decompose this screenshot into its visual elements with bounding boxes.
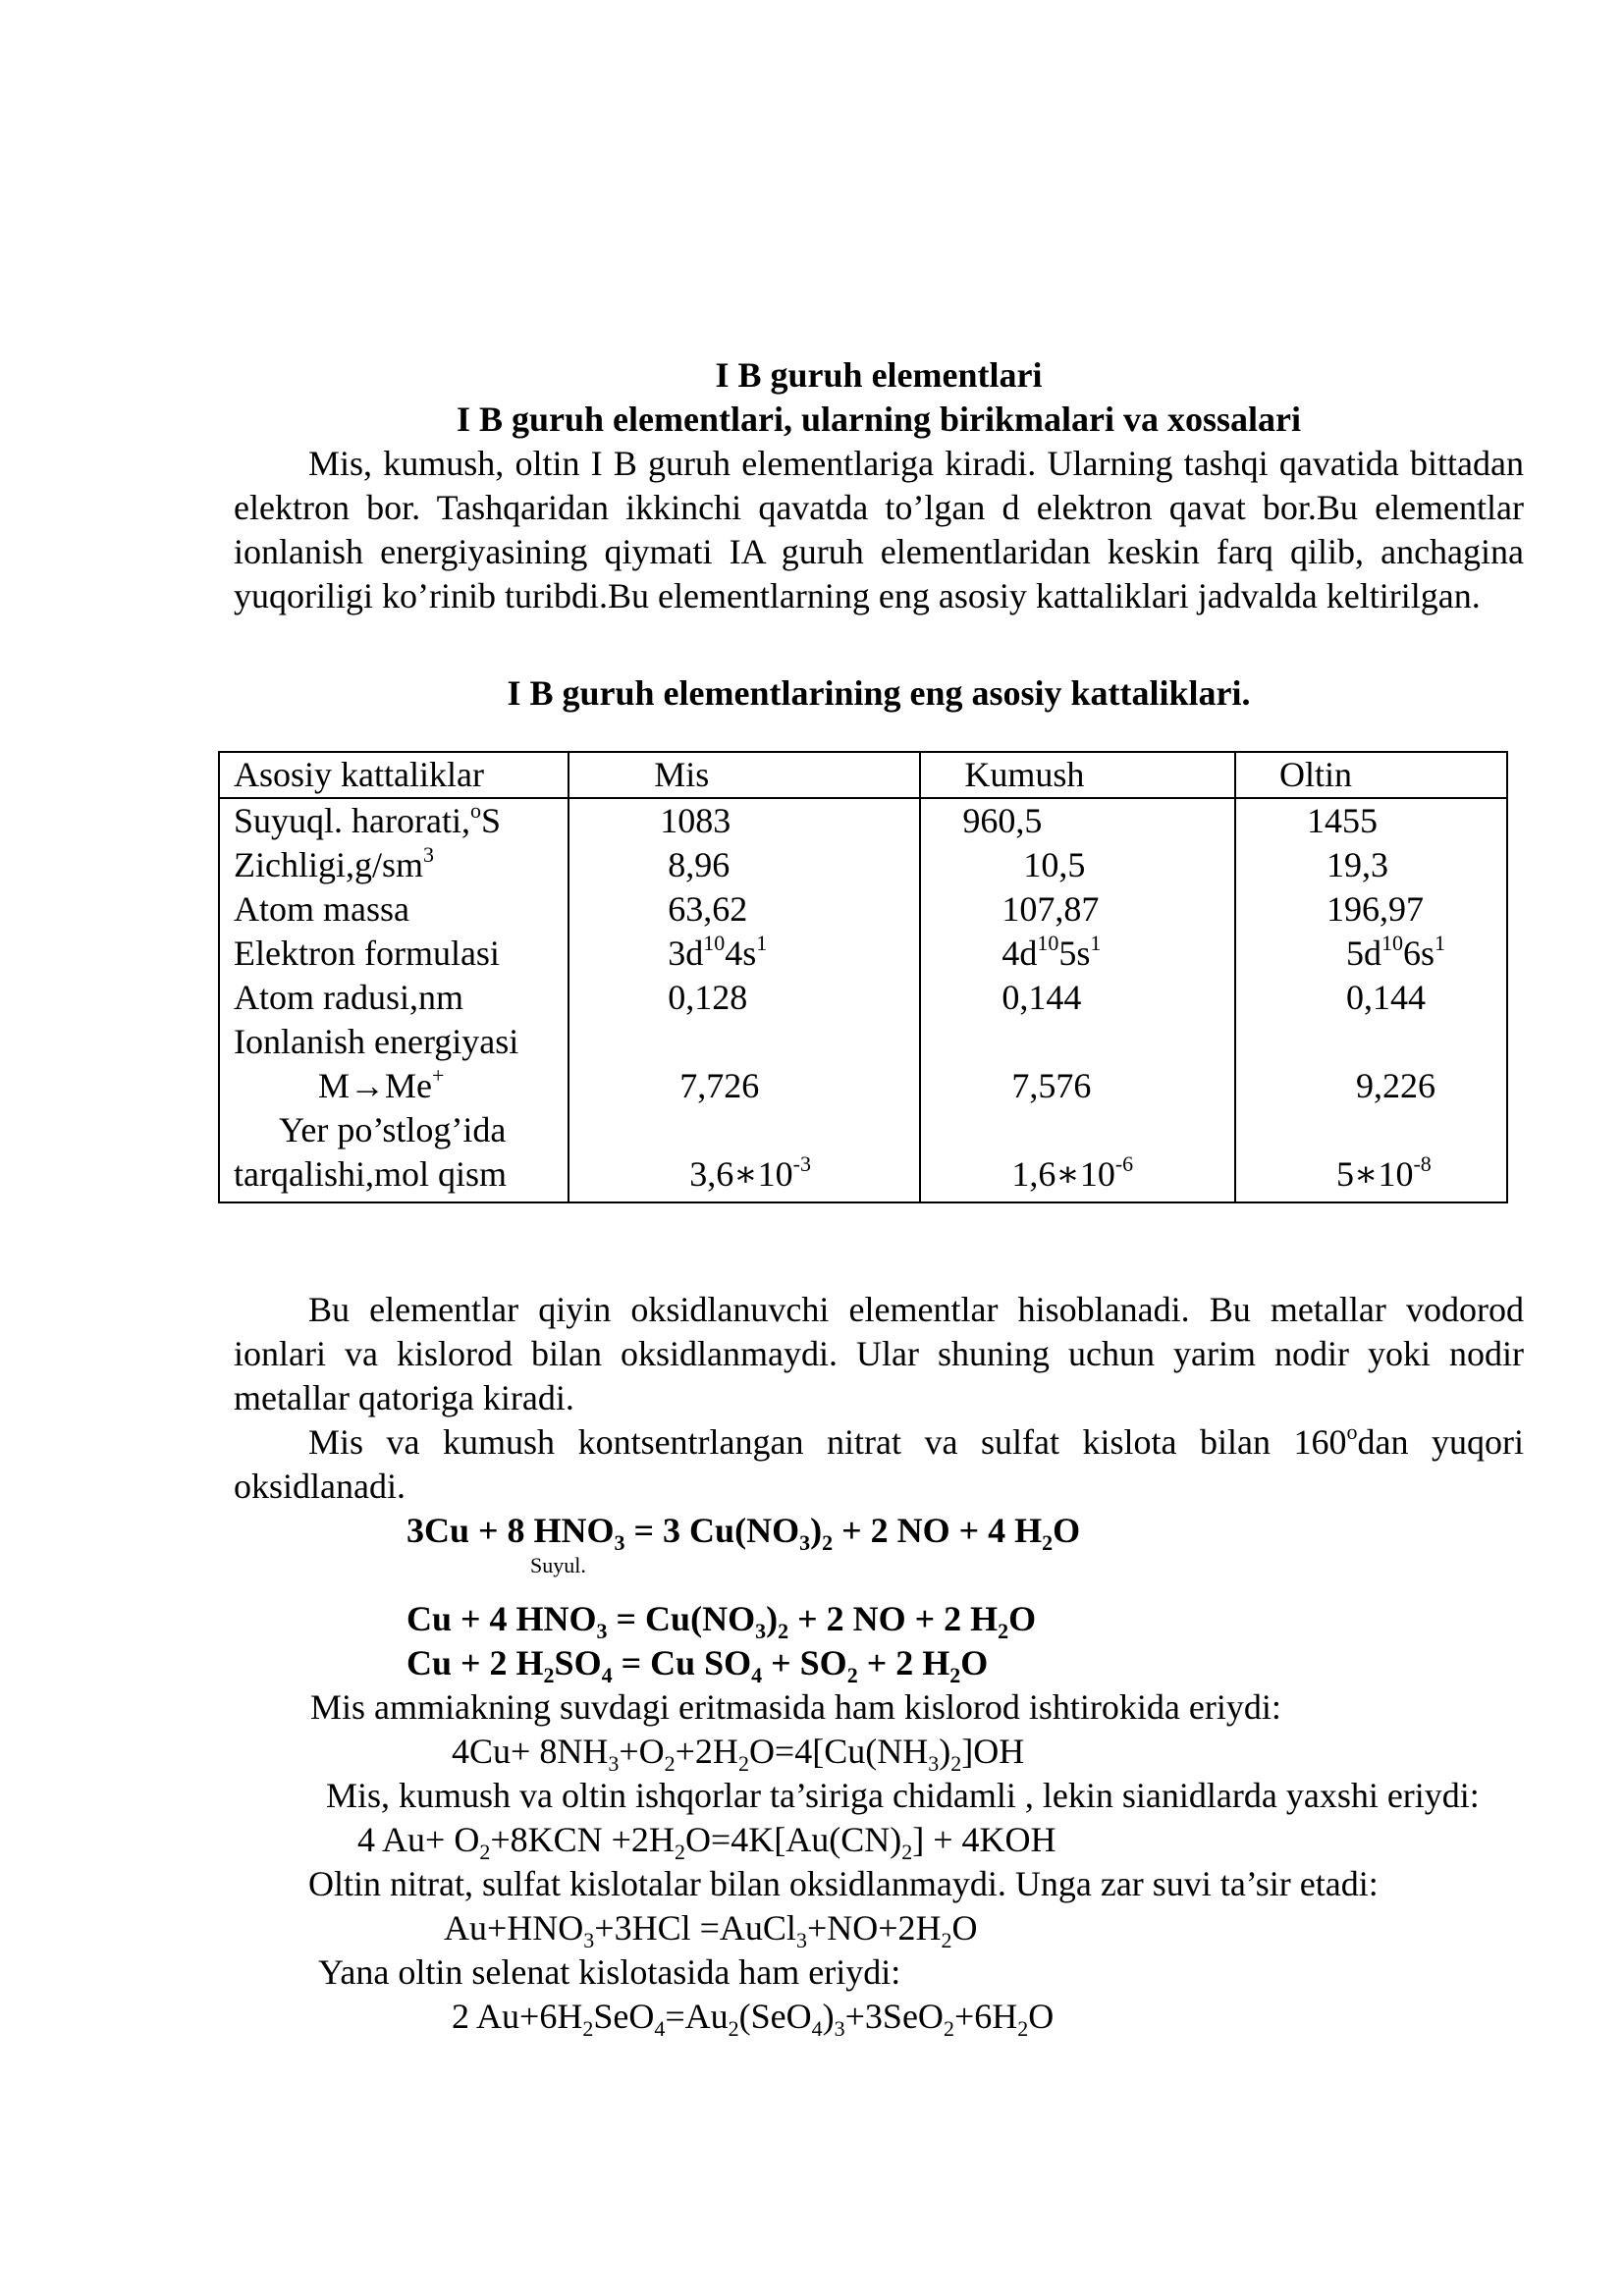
equation-3: Cu + 2 $H_2SO_4 = Cu$ $SO_4 + SO_2 + 2$ $H_2O$: [406, 1643, 989, 1688]
kumush-density: 10,5: [1023, 845, 1086, 884]
mis-radius: 0,128: [668, 978, 748, 1017]
equation-7: 2 $Au+6H_2SeO_4=Au_2(SeO_4)_3+3SeO_2+6H_2O$: [452, 1997, 1055, 2042]
oltin-density: 19,3: [1326, 845, 1388, 884]
oltin-config: $5d^{10}6s^1$: [1345, 931, 1445, 973]
oltin-radius: 0,144: [1345, 978, 1426, 1017]
density-label: $Zichligi,g/sm^3$: [234, 842, 434, 884]
paragraph-cyanide: Mis, kumush va oltin ishqorlar ta’siriga chidamli , lekin sianidlarda yaxshi eriydi:: [326, 1776, 1480, 1815]
equation-2: Cu + 4 $HNO_3 = Cu(NO_3)_2 + 2$ NO + 2 $H_2O$: [406, 1599, 1037, 1644]
kumush-radius: 0,144: [1001, 978, 1082, 1017]
paragraph-acids: Mis va kumush kontsentrlangan nitrat va sulfat kislota bilan 160$^o$dan yuqori oksidlanadi.: [234, 1419, 1525, 1506]
label-column: [219, 798, 568, 1202]
paragraph-oxidation: Bu elementlar qiyin oksidlanuvchi elementlar hisoblanadi. Bu metallar vodorod ionlari va kislorod bilan oksidlanmaydi. Ular shuning uchun yarim nodir yoki nodir metallar qatoriga kiradi.: [234, 1290, 1524, 1417]
table-caption: I B guruh elementlarining eng asosiy kattaliklari.: [507, 673, 1251, 713]
mis-crust: $3,6∗10^{-3}$: [689, 1151, 811, 1194]
oltin-mass: 196,97: [1326, 889, 1424, 929]
properties-table: [218, 751, 1508, 1203]
oltin-ion: 9,226: [1355, 1066, 1435, 1105]
table-row: [219, 798, 1507, 1202]
mis-mass: 63,62: [668, 889, 748, 929]
table-header-cell: Oltin: [1235, 752, 1507, 798]
ion-sub-label: M→Me+: [318, 1063, 445, 1105]
kumush-melting: 960,5: [962, 801, 1043, 840]
oltin-melting: 1455: [1306, 801, 1378, 840]
kumush-mass: 107,87: [1001, 889, 1100, 929]
paragraph-ammonia: Mis ammiakning suvdagi eritmasida ham kislorod ishtirokida eriydi:: [310, 1687, 1281, 1727]
mis-melting: 1083: [660, 801, 731, 840]
equation-6: $Au+HNO_3+3HCl$ $=AuCl_3+NO+2H_2O$: [444, 1908, 978, 1953]
ion-label: Ionlanish energiyasi: [234, 1022, 519, 1061]
kumush-column: [920, 798, 1235, 1202]
oltin-crust: $5∗10^{-8}$: [1335, 1151, 1432, 1194]
kumush-config: $4d^{10}5s^1$: [1001, 931, 1102, 973]
paragraph-aqua-regia: Oltin nitrat, sulfat kislotalar bilan oksidlanmaydi. Unga zar suvi ta’sir etadi:: [308, 1864, 1379, 1903]
oltin-column: [1235, 798, 1507, 1202]
mis-density: 8,96: [668, 845, 731, 884]
equation-1: 3Cu + 8 $HNO_3 = 3$ $Cu(NO_3)_2 + 2$ NO + 4 $H_2O$: [406, 1511, 1081, 1556]
radius-label: Atom radusi,nm: [234, 978, 463, 1017]
config-label: Elektron formulasi: [234, 934, 500, 973]
paragraph-selenic: Yana oltin selenat kislotasida ham eriydi:: [318, 1952, 901, 1992]
table-header-row: [219, 752, 1507, 798]
melting-label: Suyuql. harorati,$^o$S: [234, 798, 501, 840]
equation-4: $4Cu+ 8NH_3+O_2+2H_2O=4[Cu(NH_3)_2]OH$: [452, 1732, 1025, 1777]
lower-section: [234, 1288, 1525, 2042]
crust-label: tarqalishi,mol qism: [234, 1154, 507, 1194]
table-header-cell: Kumush: [920, 752, 1235, 798]
page-subtitle: I B guruh elementlari, ularning birikmalari va xossalari: [456, 400, 1302, 439]
mass-label: Atom massa: [234, 889, 409, 929]
mis-column: [568, 798, 920, 1202]
mis-ion: 7,726: [679, 1066, 760, 1105]
table-header-cell: Asosiy kattaliklar: [219, 752, 568, 798]
table-header-cell: Mis: [568, 752, 920, 798]
crust-label: Yer po’stlog’ida: [279, 1110, 507, 1149]
document-page: [234, 353, 1524, 716]
kumush-crust: $1,6∗10^{-6}$: [1011, 1151, 1134, 1194]
page-title: I B guruh elementlari: [715, 355, 1043, 395]
equation-1-note: Suyul.: [530, 1553, 586, 1577]
mis-config: $3d^{10}4s^1$: [668, 931, 768, 973]
equation-5: 4 $Au+ O_2+8KCN +2H_2O=4K[Au(CN)_2] + 4KOH$: [357, 1820, 1056, 1865]
intro-paragraph: Mis, kumush, oltin I B guruh elementlariga kiradi. Ularning tashqi qavatida bittadan elektron bor. Tashqaridan ikkinchi qavatda to’lgan d elektron qavat bor.Bu elementlar ionlanish energiyasining qiymati IA guruh elementlaridan keskin farq qilib, anchagina yuqoriligi ko’rinib turibdi.Bu elementlarning eng asosiy kattaliklari jadvalda keltirilgan.: [234, 444, 1524, 615]
kumush-ion: 7,576: [1011, 1066, 1092, 1105]
